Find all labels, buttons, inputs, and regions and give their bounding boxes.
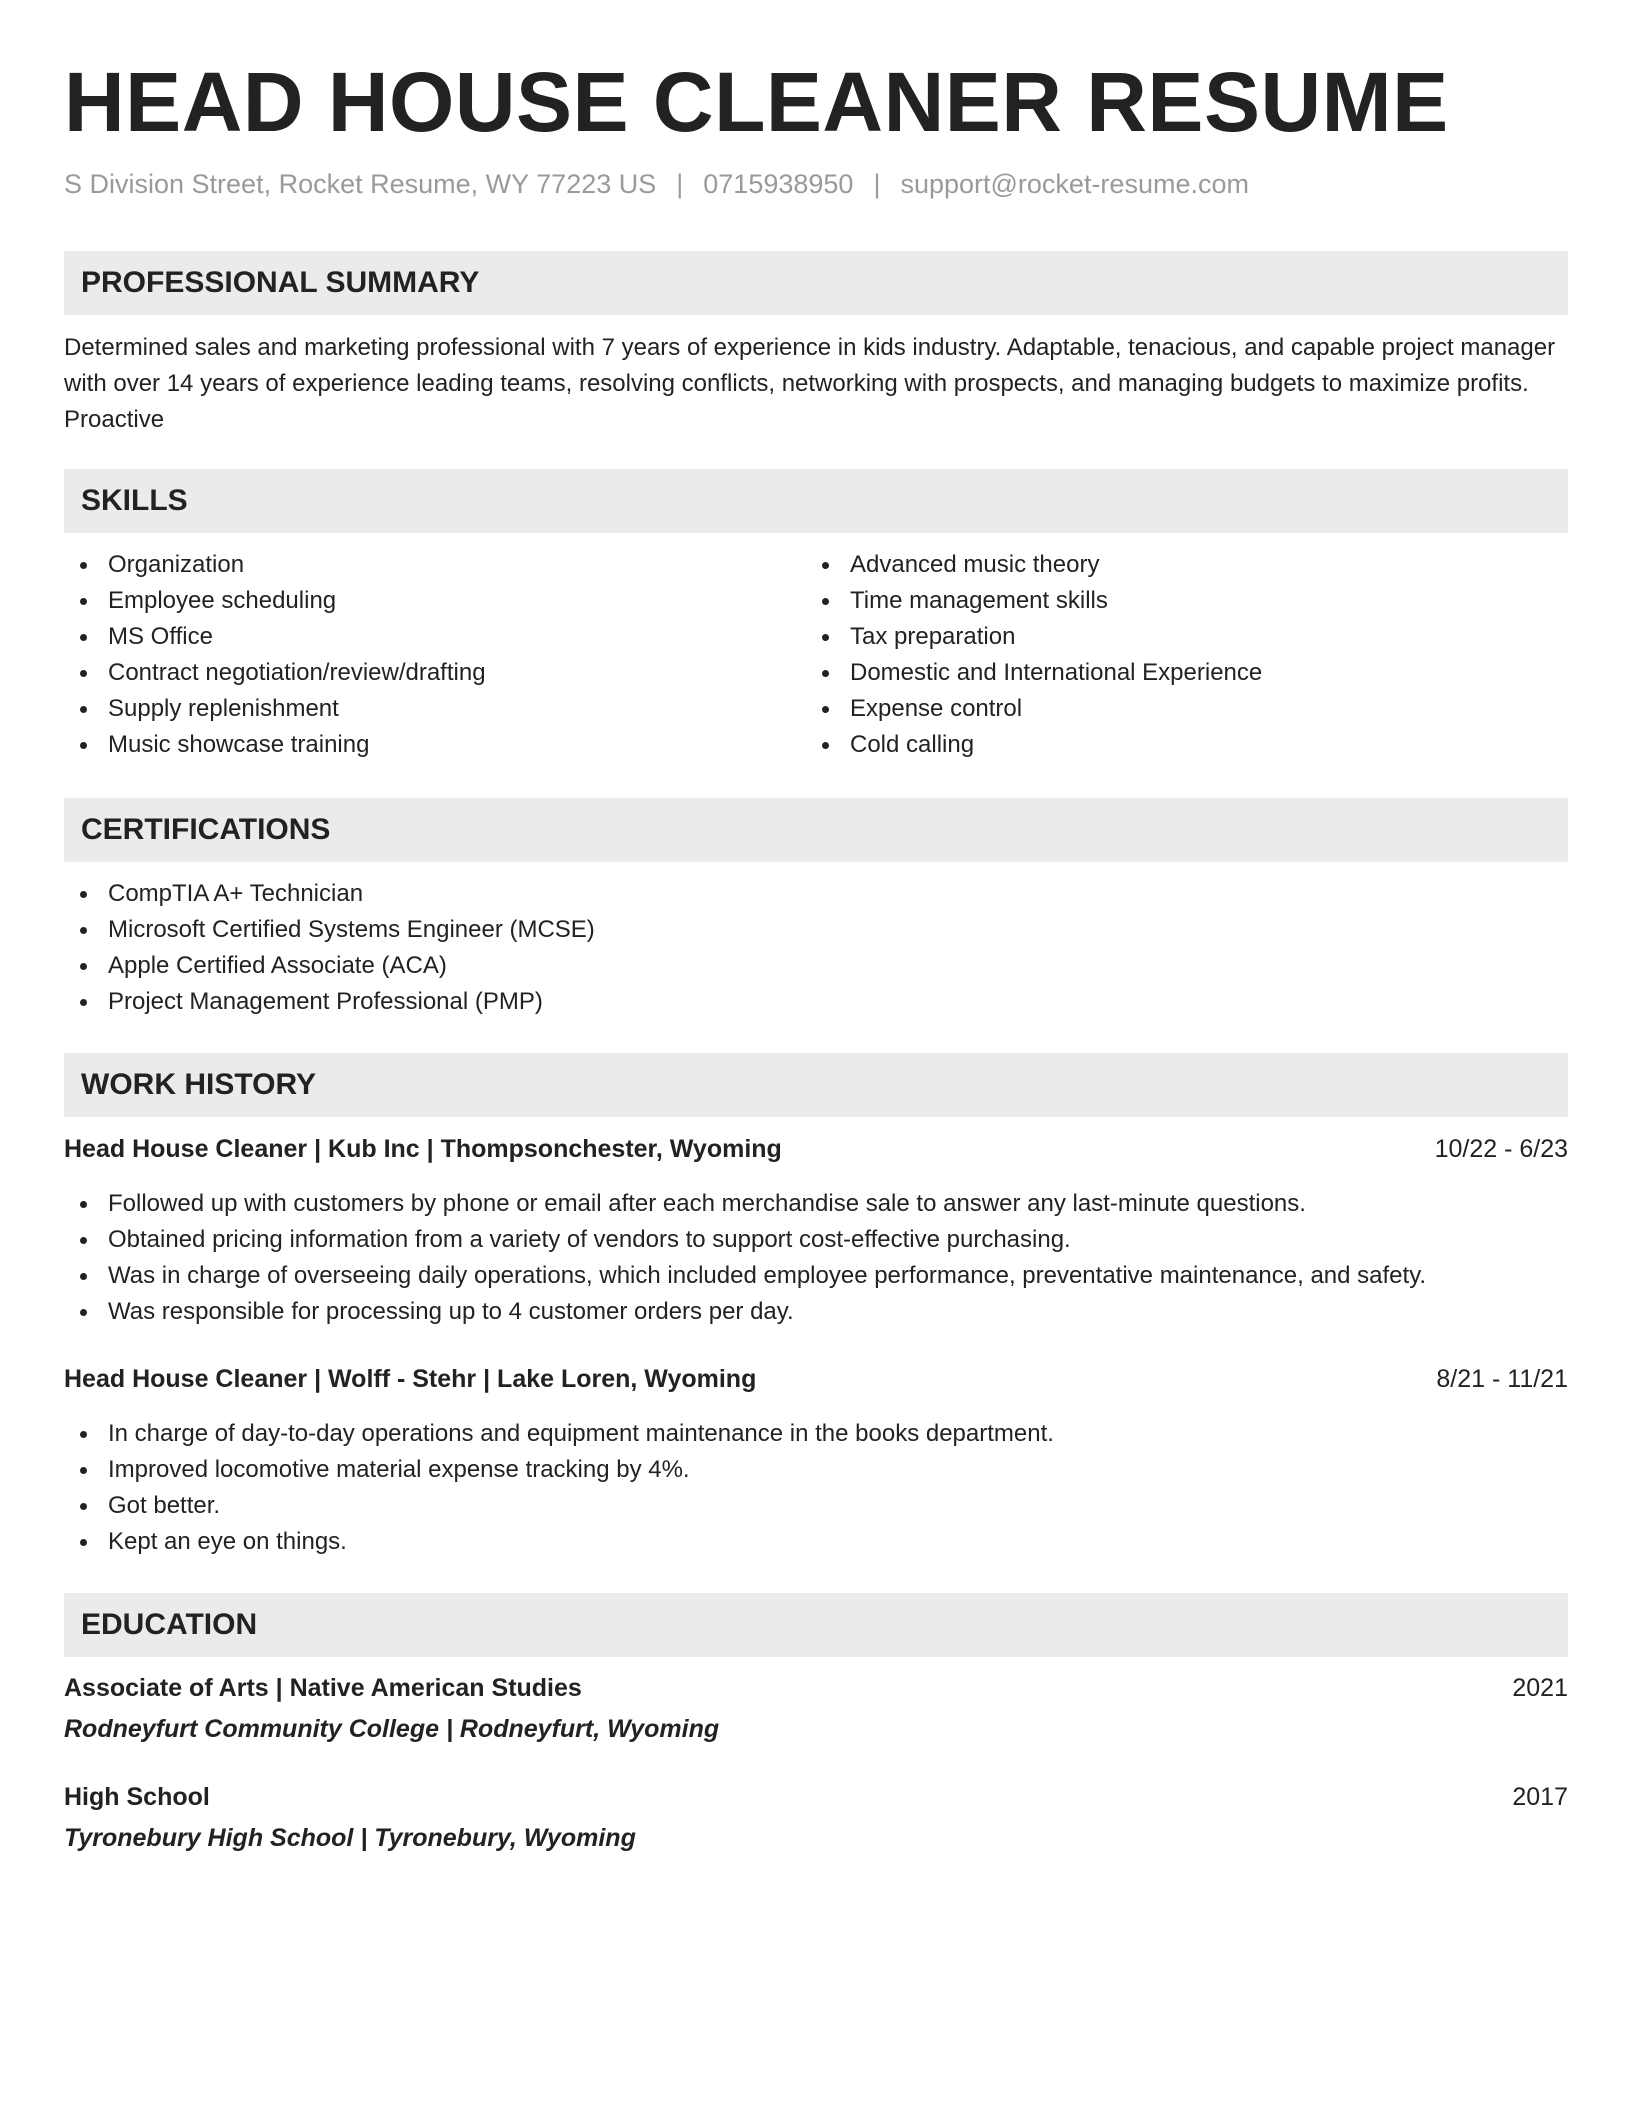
education-section-header [64, 1593, 1568, 1657]
certification-label: Project Management Professional (PMP) [108, 988, 543, 1015]
bullet-icon [80, 1309, 87, 1316]
certifications-section-header [64, 798, 1568, 862]
skill-item [806, 619, 1262, 655]
skill-label: Employee scheduling [108, 587, 337, 614]
bullet-icon [80, 927, 87, 934]
certification-label: CompTIA A+ Technician [108, 880, 364, 907]
summary-heading: PROFESSIONAL SUMMARY [81, 266, 480, 299]
job-title: Head House Cleaner | Kub Inc | Thompsonchester, Wyoming [64, 1135, 782, 1163]
bullet-icon [80, 1467, 87, 1474]
summary-text: Determined sales and marketing professional with 7 years of experience in kids industry. Adaptable, tenacious, and capable project manager with over 14 years of experience leading teams, resolving conflicts, networking with prospects, and managing budgets to maximize profits. Proactive [64, 334, 1556, 433]
job-bullet [64, 1186, 1426, 1222]
certifications-heading: CERTIFICATIONS [81, 813, 331, 846]
contact-phone: 0715938950 [703, 169, 854, 199]
skill-label: Domestic and International Experience [850, 659, 1263, 686]
bullet-icon [80, 1201, 87, 1208]
skill-item [64, 691, 486, 727]
certification-item [64, 948, 595, 984]
skill-item [806, 547, 1262, 583]
bullet-icon [80, 562, 87, 569]
skills-list-right [806, 547, 1262, 763]
job-bullet [64, 1488, 1054, 1524]
certification-label: Microsoft Certified Systems Engineer (MCSE) [108, 916, 595, 943]
contact-separator: | [873, 169, 881, 199]
bullet-icon [822, 562, 829, 569]
bullet-icon [80, 670, 87, 677]
certification-item [64, 984, 595, 1020]
skills-list-left [64, 547, 486, 763]
skill-item [806, 655, 1262, 691]
skill-label: MS Office [108, 623, 213, 650]
skill-label: Time management skills [850, 587, 1108, 614]
job-title: Head House Cleaner | Wolff - Stehr | Lake Loren, Wyoming [64, 1365, 757, 1393]
education-school: Tyronebury High School | Tyronebury, Wyoming [64, 1824, 636, 1852]
bullet-icon [822, 598, 829, 605]
work-section-header [64, 1053, 1568, 1117]
job-dates: 10/22 - 6/23 [1434, 1135, 1568, 1163]
job-bullet-text: Was in charge of overseeing daily operations, which included employee performance, preventative maintenance, and safety. [108, 1262, 1427, 1289]
certification-label: Apple Certified Associate (ACA) [108, 952, 447, 979]
skill-item [64, 619, 486, 655]
skill-label: Contract negotiation/review/drafting [108, 659, 486, 686]
bullet-icon [80, 742, 87, 749]
job-bullet-text: Got better. [108, 1492, 221, 1519]
contact-line [64, 166, 1249, 202]
bullet-icon [80, 598, 87, 605]
education-degree: High School [64, 1783, 210, 1811]
bullet-icon [80, 1431, 87, 1438]
bullet-icon [80, 706, 87, 713]
education-year: 2021 [1512, 1674, 1568, 1702]
skill-item [806, 583, 1262, 619]
certification-item [64, 912, 595, 948]
job-bullet [64, 1416, 1054, 1452]
job-bullet [64, 1524, 1054, 1560]
bullet-icon [822, 706, 829, 713]
job-bullet-text: In charge of day-to-day operations and equipment maintenance in the books department. [108, 1420, 1054, 1447]
bullet-icon [80, 1273, 87, 1280]
skill-label: Supply replenishment [108, 695, 339, 722]
bullet-icon [80, 634, 87, 641]
education-year: 2017 [1512, 1783, 1568, 1811]
bullet-icon [80, 1237, 87, 1244]
certification-item [64, 876, 595, 912]
bullet-icon [822, 634, 829, 641]
skill-label: Expense control [850, 695, 1023, 722]
education-degree: Associate of Arts | Native American Studies [64, 1674, 582, 1702]
bullet-icon [80, 1503, 87, 1510]
work-heading: WORK HISTORY [81, 1068, 317, 1101]
skill-label: Tax preparation [850, 623, 1016, 650]
job-bullet-text: Followed up with customers by phone or email after each merchandise sale to answer any last-minute questions. [108, 1190, 1306, 1217]
job-bullets [64, 1416, 1054, 1560]
education-school: Rodneyfurt Community College | Rodneyfurt, Wyoming [64, 1715, 720, 1743]
skill-item [64, 727, 486, 763]
skill-label: Music showcase training [108, 731, 370, 758]
contact-address: S Division Street, Rocket Resume, WY 77223 US [64, 169, 657, 199]
bullet-icon [80, 963, 87, 970]
education-heading: EDUCATION [81, 1608, 258, 1641]
skill-label: Organization [108, 551, 245, 578]
skill-label: Cold calling [850, 731, 975, 758]
skill-item [64, 583, 486, 619]
contact-email: support@rocket-resume.com [900, 169, 1249, 199]
skill-item [806, 691, 1262, 727]
job-header [64, 1131, 1568, 1167]
bullet-icon [822, 670, 829, 677]
job-bullet-text: Was responsible for processing up to 4 customer orders per day. [108, 1298, 794, 1325]
job-bullet-text: Kept an eye on things. [108, 1528, 347, 1555]
bullet-icon [822, 742, 829, 749]
education-header [64, 1670, 1568, 1706]
job-bullet [64, 1222, 1426, 1258]
bullet-icon [80, 891, 87, 898]
job-dates: 8/21 - 11/21 [1436, 1365, 1568, 1393]
job-bullet-text: Improved locomotive material expense tracking by 4%. [108, 1456, 690, 1483]
job-bullet [64, 1294, 1426, 1330]
job-header [64, 1361, 1568, 1397]
bullet-icon [80, 1539, 87, 1546]
job-bullets [64, 1186, 1426, 1330]
certifications-list [64, 876, 595, 1020]
contact-separator: | [676, 169, 684, 199]
skill-item [806, 727, 1262, 763]
summary-section-header [64, 251, 1568, 315]
skills-section-header [64, 469, 1568, 533]
skill-item [64, 655, 486, 691]
skill-item [64, 547, 486, 583]
skills-heading: SKILLS [81, 484, 188, 517]
job-bullet [64, 1258, 1426, 1294]
education-header [64, 1779, 1568, 1815]
resume-title: HEAD HOUSE CLEANER RESUME [64, 55, 1449, 149]
job-bullet [64, 1452, 1054, 1488]
skill-label: Advanced music theory [850, 551, 1100, 578]
job-bullet-text: Obtained pricing information from a variety of vendors to support cost-effective purchasing. [108, 1226, 1071, 1253]
bullet-icon [80, 999, 87, 1006]
